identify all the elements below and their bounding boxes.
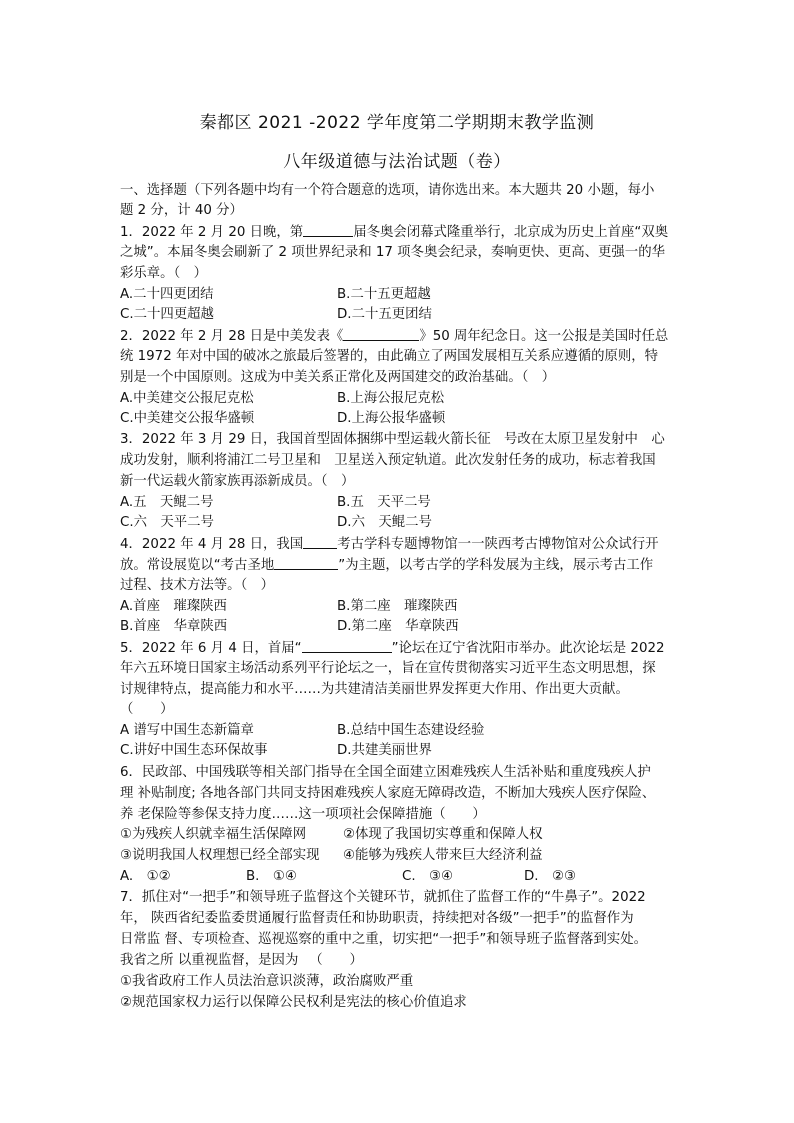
q7-line-3: 日常监 督、专项检查、巡视巡察的重中之重，切实把“一把手”和领导班子监督落到实处。: [120, 932, 647, 947]
q6-statement-1: ①为残疾人织就幸福生活保障网: [120, 827, 307, 842]
q2-line-2: 统 1972 年对中国的破冰之旅最后签署的，由此确立了两国发展相互关系应遵循的原则，特: [120, 349, 659, 364]
exam-title: 秦都区 2021 -2022 学年度第二学期期末教学监测: [199, 113, 595, 133]
q6-line-1: 6．民政部、中国残联等相关部门指导在全国全面建立困难残疾人生活补贴和重度残疾人护: [120, 765, 651, 780]
q7-statement-2: ②规范国家权力运行以保障公民权利是宪法的核心价值追求: [120, 995, 467, 1010]
q6-option-a: A. ①②: [120, 869, 171, 884]
q6-line-3: 养 老保险等参保支持力度……这一项项社会保障措施（ ）: [120, 807, 486, 822]
q3-option-c: C.六 天平二号: [120, 515, 214, 530]
q3-line-1: 3．2022 年 3 月 29 日，我国首型固体捆绑中型运载火箭长征 号改在太原卫星发射中 心: [120, 432, 665, 447]
q2-stem-part-2: 》50 周年纪念日。这一公报是美国时任总: [419, 329, 669, 344]
q3-line-3: 新一代运载火箭家族再添新成员。（ ）: [120, 474, 355, 489]
q1-stem-part-1: 1．2022 年 2 月 20 日晚，第: [120, 225, 304, 240]
q5-blank: [302, 638, 392, 653]
q3-option-d: D.六 天鲲二号: [337, 515, 432, 530]
q5-line-2: 年六五环境日国家主场活动系列平行论坛之一，旨在宣传贯彻落实习近平生态文明思想，探: [120, 661, 656, 676]
q5-option-d: D.共建美丽世界: [337, 743, 432, 758]
q5-line-3: 讨规律特点，提高能力和水平……为共建清洁美丽世界发挥更大作用、作出更大贡献。: [120, 682, 629, 697]
q3-option-b: B.五 天平二号: [337, 495, 431, 510]
q3-line-2: 成功发射，顺利将浦江二号卫星和 卫星送入预定轨道。此次发射任务的成功，标志着我国: [120, 453, 656, 468]
q6-statement-3: ③说明我国人权理想已经全部实现: [120, 848, 320, 863]
q2-line-3: 别是一个中国原则。这成为中美关系正常化及两国建交的政治基础。（ ）: [120, 370, 556, 385]
q4-option-b: B.第二座 璀璨陕西: [337, 599, 458, 614]
q2-option-b: B.上海公报尼克松: [337, 391, 445, 406]
q5-stem-part-1: 5．2022 年 6 月 4 日，首届“: [120, 641, 302, 656]
q1-line-1: [120, 222, 668, 243]
q7-statement-1: ①我省政府工作人员法治意识淡薄，政治腐败严重: [120, 974, 414, 989]
q6-option-d: D. ②③: [524, 869, 576, 884]
q4-blank-2: [274, 555, 338, 570]
q4-line-3: 过程、技术方法等。（ ）: [120, 578, 274, 593]
q4-option-d: D.第二座 华章陕西: [337, 619, 459, 634]
q1-option-d: D.二十五更团结: [337, 307, 432, 322]
q5-line-4: （ ）: [120, 702, 174, 717]
q7-line-2: 年， 陕西省纪委监委贯通履行监督责任和协助职责，持续把对各级”一把手”的监督作为: [120, 911, 634, 926]
q6-option-c: C. ③④: [402, 869, 454, 884]
q4-line-2: [120, 555, 653, 576]
q4-stem-part-2: 考古学科专题博物馆一一陕西考古博物馆对公众试行开: [337, 537, 659, 552]
q2-blank: [343, 326, 419, 341]
q5-line-1: [120, 638, 665, 659]
q6-statement-2: ②体现了我国切实尊重和保障人权: [343, 827, 543, 842]
q4-option-c: B.首座 华章陕西: [120, 619, 228, 634]
q4-line-1: [120, 534, 659, 555]
q2-option-a: A.中美建交公报尼克松: [120, 391, 254, 406]
q1-line-2: 之城”。本届冬奥会刷新了 2 项世界纪录和 17 项冬奥会纪录，奏响更快、更高、更强一的华: [120, 245, 665, 260]
section-instructions-line-2: 题 2 分，计 40 分）: [120, 203, 243, 218]
q1-option-a: A.二十四更团结: [120, 287, 214, 302]
q4-stem-part-3: 放。常设展览以“考古圣地: [120, 558, 275, 573]
q2-line-1: [120, 326, 668, 347]
q7-line-4: 我省之所 以重视监督，是因为 （ ）: [120, 953, 363, 968]
q5-option-a: A 谱写中国生态新篇章: [120, 723, 254, 738]
q2-option-c: C.中美建交公报华盛顿: [120, 411, 255, 426]
q7-line-1: 7．抓住对“一把手”和领导班子监督这个关键环节，就抓住了监督工作的“牛鼻子”。2022: [120, 890, 646, 905]
q6-line-2: 理 补贴制度; 各地各部门共同支持困难残疾人家庭无障碍改造，不断加大残疾人医疗保险、: [120, 786, 656, 801]
q4-option-a: A.首座 璀璨陕西: [120, 599, 227, 614]
q6-statement-4: ④能够为残疾人带来巨大经济利益: [343, 848, 543, 863]
q2-option-d: D.上海公报华盛顿: [337, 411, 446, 426]
q4-stem-part-4: ”为主题，以考古学的学科发展为主线，展示考古工作: [338, 558, 654, 573]
q4-stem-part-1: 4．2022 年 4 月 28 日，我国: [120, 537, 304, 552]
q1-line-3: 彩乐章。（ ）: [120, 266, 208, 281]
section-instructions-line-1: 一、选择题（下列各题中均有一个符合题意的选项，请你选出来。本大题共 20 小题，每小: [120, 183, 655, 198]
q3-option-a: A.五 天鲲二号: [120, 495, 214, 510]
q1-stem-part-2: 届冬奥会闭幕式隆重举行，北京成为历史上首座“双奥: [353, 225, 669, 240]
q1-option-b: B.二十五更超越: [337, 287, 431, 302]
q5-option-b: B.总结中国生态建设经验: [337, 723, 485, 738]
q4-blank-1: [303, 534, 337, 549]
q1-option-c: C.二十四更超越: [120, 307, 214, 322]
q1-blank: [303, 222, 353, 237]
q6-option-b: B. ①④: [246, 869, 297, 884]
q5-option-c: C.讲好中国生态环保故事: [120, 743, 268, 758]
q2-stem-part-1: 2．2022 年 2 月 28 日是中美发表《: [120, 329, 344, 344]
exam-subtitle: 八年级道德与法治试题（卷）: [283, 152, 511, 172]
q5-stem-part-2: ”论坛在辽宁省沈阳市举办。此次论坛是 2022: [391, 641, 665, 656]
